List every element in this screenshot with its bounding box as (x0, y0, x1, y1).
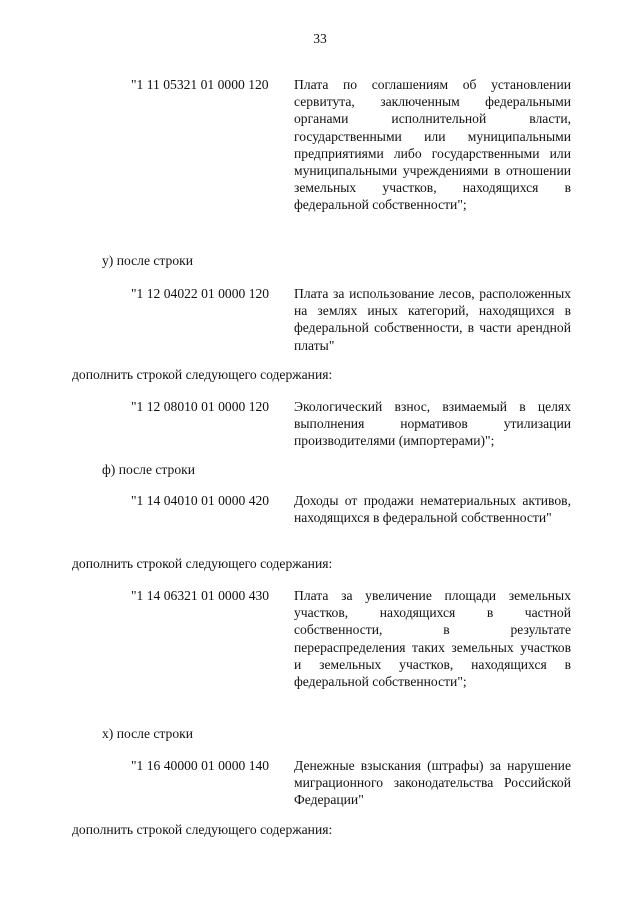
budget-code: "1 14 04010 01 0000 420 (131, 493, 270, 508)
instruction-text: дополнить строкой следующего содержания: (72, 822, 333, 837)
instruction-text: дополнить строкой следующего содержания: (72, 367, 333, 382)
entry-description: Экологический взнос, взимаемый в целях выполнения нормативов утилизации производителями (импортерами)"; (294, 399, 571, 449)
instruction-text: у) после строки (102, 253, 193, 268)
page-number: 33 (313, 31, 327, 46)
instruction-text: дополнить строкой следующего содержания: (72, 556, 333, 571)
entry-description: Плата за использование лесов, расположенных на землях иных категорий, находящихся в федеральной собственности, в части арендной платы" (294, 286, 571, 353)
entry-description: Доходы от продажи нематериальных активов, находящихся в федеральной собственности" (294, 493, 571, 526)
entry-description: Денежные взыскания (штрафы) за нарушение миграционного законодательства Российской Федерации" (294, 758, 571, 808)
budget-code: "1 16 40000 01 0000 140 (131, 758, 270, 773)
budget-code: "1 12 08010 01 0000 120 (131, 399, 270, 414)
budget-code: "1 11 05321 01 0000 120 (131, 77, 269, 92)
entry-description: Плата за увеличение площади земельных участков, находящихся в частной собственности, в результате перераспределения таких земельных участков и земельных участков, находящихся в федеральной собственности"; (294, 588, 571, 690)
budget-code: "1 14 06321 01 0000 430 (131, 588, 270, 603)
instruction-text: х) после строки (102, 726, 193, 741)
budget-code: "1 12 04022 01 0000 120 (131, 286, 270, 301)
instruction-text: ф) после строки (102, 462, 196, 477)
entry-description: Плата по соглашениям об установлении сервитута, заключенным федеральными органами исполнительной власти, государственными или муниципальными предприятиями либо государственными или муниципальными учреждениями в отношении земельных участков, находящихся в федеральной собственности"; (294, 77, 571, 213)
